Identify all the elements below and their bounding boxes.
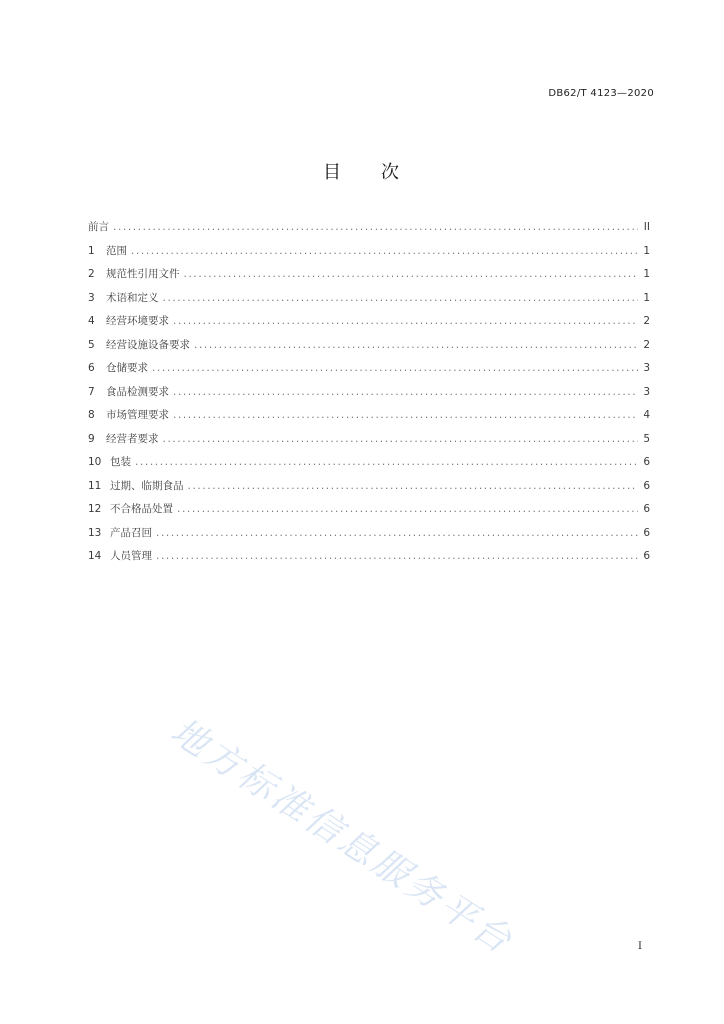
- toc-leader-dots: [113, 221, 638, 233]
- toc-entry[interactable]: [88, 266, 650, 290]
- toc-leader-dots: [156, 550, 638, 562]
- toc-leader-dots: [173, 386, 638, 398]
- toc-title-second-char: 次: [381, 162, 401, 183]
- toc-entry-page: 6: [643, 503, 650, 515]
- toc-entry-number: 3: [88, 291, 95, 304]
- toc-entry[interactable]: [88, 431, 650, 455]
- toc-entry-page: 2: [643, 315, 650, 327]
- toc-entry-number: 11: [88, 479, 102, 492]
- toc-entry[interactable]: [88, 501, 650, 525]
- toc-entry-page: 1: [643, 244, 650, 257]
- toc-entry[interactable]: [88, 290, 650, 314]
- toc-entry-label: 前言: [88, 221, 109, 233]
- toc-entry[interactable]: [88, 478, 650, 502]
- toc-entry-number: 6: [88, 362, 95, 374]
- toc-entry-label: 经营环境要求: [106, 315, 169, 327]
- toc-entry-label: 包装: [110, 456, 131, 468]
- toc-entry-number: 4: [88, 315, 95, 327]
- toc-entry-label: 人员管理: [110, 550, 152, 562]
- toc-entry-page: II: [643, 221, 650, 233]
- toc-entry-label: 仓储要求: [106, 362, 148, 374]
- toc-entry-number: 2: [88, 268, 95, 280]
- toc-entry-number: 10: [88, 456, 102, 468]
- document-code: DB62/T 4123—2020: [548, 88, 654, 99]
- toc-entry-number: 13: [88, 526, 102, 539]
- toc-leader-dots: [163, 433, 639, 445]
- toc-entry[interactable]: [88, 454, 650, 478]
- toc-entry-page: 6: [643, 550, 650, 562]
- toc-leader-dots: [152, 362, 638, 374]
- toc-entry-number: 9: [88, 432, 95, 445]
- toc-entry-label: 食品检测要求: [106, 385, 169, 398]
- toc-entry-label: 产品召回: [110, 526, 152, 539]
- toc-title: [0, 158, 724, 184]
- toc-title-first-char: 目: [323, 162, 343, 183]
- toc-entry-label: 范围: [106, 244, 127, 257]
- toc-entry-number: 1: [88, 244, 95, 257]
- toc-entry[interactable]: [88, 360, 650, 384]
- toc-leader-dots: [173, 315, 638, 327]
- toc-leader-dots: [135, 456, 638, 468]
- toc-entry[interactable]: [88, 525, 650, 549]
- toc-entry-page: 3: [643, 385, 650, 398]
- toc-entry-number: 12: [88, 503, 102, 515]
- toc-entry[interactable]: [88, 313, 650, 337]
- toc-entry-label: 规范性引用文件: [106, 268, 180, 280]
- toc-entry[interactable]: [88, 548, 650, 572]
- toc-entry-page: 4: [643, 409, 650, 421]
- toc-leader-dots: [131, 245, 638, 257]
- toc-entry-foreword[interactable]: [88, 219, 650, 243]
- toc-entry[interactable]: [88, 337, 650, 361]
- toc-entry-number: 7: [88, 385, 95, 398]
- page-number: I: [638, 941, 642, 952]
- toc-entry-number: 14: [88, 550, 102, 562]
- toc-entry-page: 2: [643, 338, 650, 351]
- toc-entry-label: 不合格品处置: [110, 503, 173, 515]
- toc-entry-label: 过期、临期食品: [110, 479, 184, 492]
- toc-entry-label: 经营设施设备要求: [106, 338, 190, 351]
- toc-entry-page: 6: [643, 526, 650, 539]
- toc-entry-page: 3: [643, 362, 650, 374]
- toc-entry[interactable]: [88, 407, 650, 431]
- toc-entry-number: 5: [88, 338, 95, 351]
- toc-entry-label: 市场管理要求: [106, 409, 169, 421]
- watermark: 地方标准信息服务平台: [163, 710, 522, 964]
- table-of-contents: [88, 219, 650, 572]
- toc-leader-dots: [173, 409, 638, 421]
- toc-entry[interactable]: [88, 243, 650, 267]
- toc-entry-page: 1: [643, 291, 650, 304]
- toc-leader-dots: [177, 503, 638, 515]
- toc-leader-dots: [188, 480, 639, 492]
- toc-entry-label: 术语和定义: [106, 291, 159, 304]
- toc-leader-dots: [156, 527, 638, 539]
- toc-leader-dots: [184, 268, 639, 280]
- toc-leader-dots: [163, 292, 639, 304]
- toc-entry-page: 1: [643, 268, 650, 280]
- toc-entry[interactable]: [88, 384, 650, 408]
- toc-entry-page: 6: [643, 456, 650, 468]
- toc-leader-dots: [194, 339, 638, 351]
- toc-entry-page: 5: [643, 432, 650, 445]
- toc-entry-label: 经营者要求: [106, 432, 159, 445]
- toc-entry-number: 8: [88, 409, 95, 421]
- toc-entry-page: 6: [643, 479, 650, 492]
